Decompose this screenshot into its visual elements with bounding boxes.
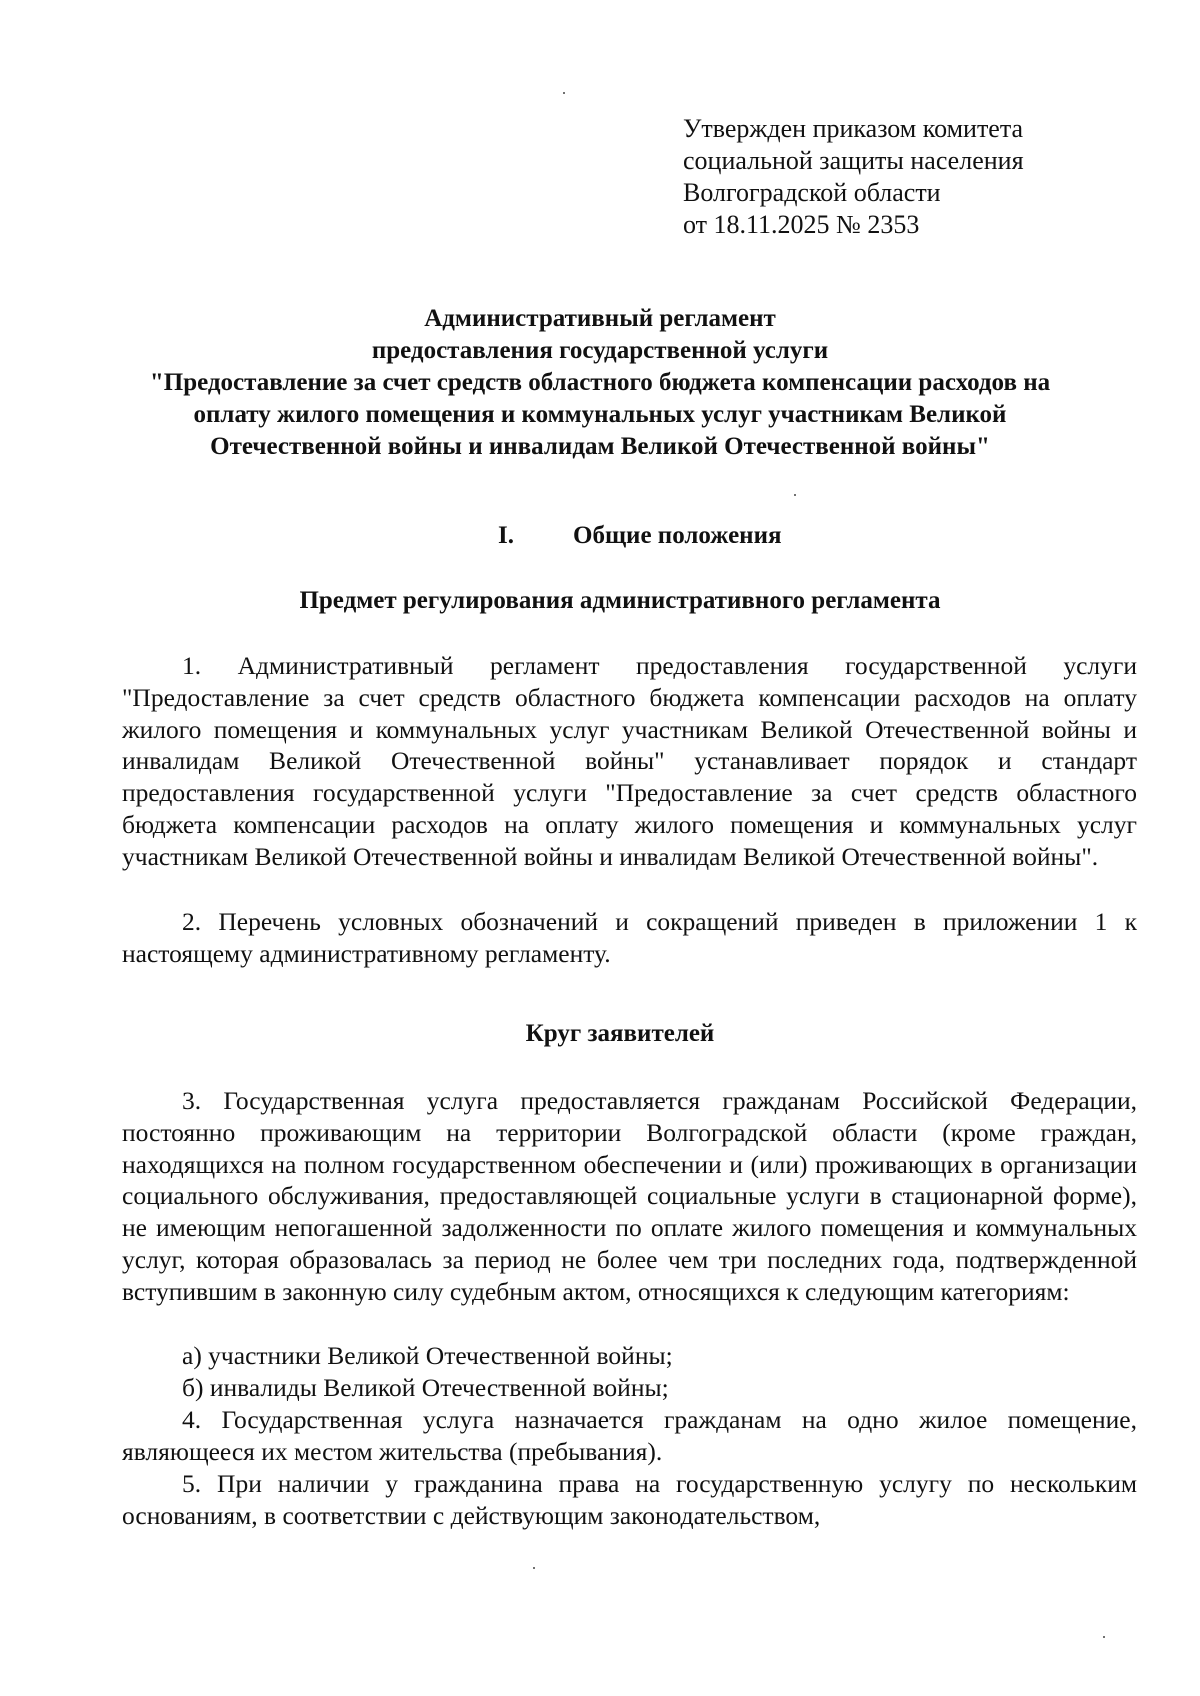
approval-line-1: Утвержден приказом комитета [683,114,1024,143]
section-heading [498,520,782,552]
approval-line-2: социальной защиты населения [683,146,1024,175]
document-title [100,303,1100,463]
title-line-3: "Предоставление за счет средств областного бюджета компенсации расходов на [149,369,1051,396]
paragraph-1: 1. Административный регламент предоставления государственной услуги "Предоставление за счет средств областного бюджета компенсации расходов на оплату жилого помещения и коммунальных услуг участникам Великой Отечественной войны и инвалидам Великой Отечественной войны" устанавливает порядок и стандарт предоставления государственной услуги "Предоставление за счет средств областного бюджета компенсации расходов на оплату жилого помещения и коммунальных услуг участникам Великой Отечественной войны и инвалидам Великой Отечественной войны". [122,651,1137,871]
approval-line-3: Волгоградской области [683,178,941,207]
subheading-applicants: Круг заявителей [525,1020,715,1047]
title-line-5: Отечественной войны и инвалидам Великой Отечественной войны" [210,433,990,460]
scan-speck [563,92,565,94]
subheading-subject: Предмет регулирования административного регламента [299,587,941,614]
paragraph-5: 5. При наличии у гражданина права на государственную услугу по нескольким основаниям, в соответствии с действующим законодательством, [122,1469,1137,1530]
title-line-4: оплату жилого помещения и коммунальных услуг участникам Великой [193,401,1007,428]
approval-line-4: от 18.11.2025 № 2353 [683,210,920,239]
paragraph-4: 4. Государственная услуга назначается гражданам на одно жилое помещение, являющееся их местом жительства (пребывания). [122,1405,1137,1466]
title-line-1: Административный регламент [424,305,776,332]
section-title: Общие положения [573,522,782,549]
scan-speck [1103,1636,1105,1638]
scan-speck [533,1567,535,1569]
scan-speck [794,494,796,496]
paragraph-3: 3. Государственная услуга предоставляется гражданам Российской Федерации, постоянно проживающим на территории Волгоградской области (кроме граждан, находящихся на полном государственном обеспечении и (или) проживающих в организации социального обслуживания, предоставляющей социальные услуги в стационарной форме), не имеющим непогашенной задолженности по оплате жилого помещения и коммунальных услуг, которая образовалась за период не более чем три последних года, подтвержденной вступившим в законную силу судебным актом, относящихся к следующим категориям: [122,1086,1137,1306]
title-line-2: предоставления государственной услуги [371,337,829,364]
approval-stamp [683,113,1143,241]
paragraph-2: 2. Перечень условных обозначений и сокращений приведен в приложении 1 к настоящему административному регламенту. [122,907,1137,968]
section-number: I. [498,522,514,549]
paragraph-3-item-b: б) инвалиды Великой Отечественной войны; [182,1373,669,1402]
paragraph-3-item-a: а) участники Великой Отечественной войны; [182,1341,673,1370]
